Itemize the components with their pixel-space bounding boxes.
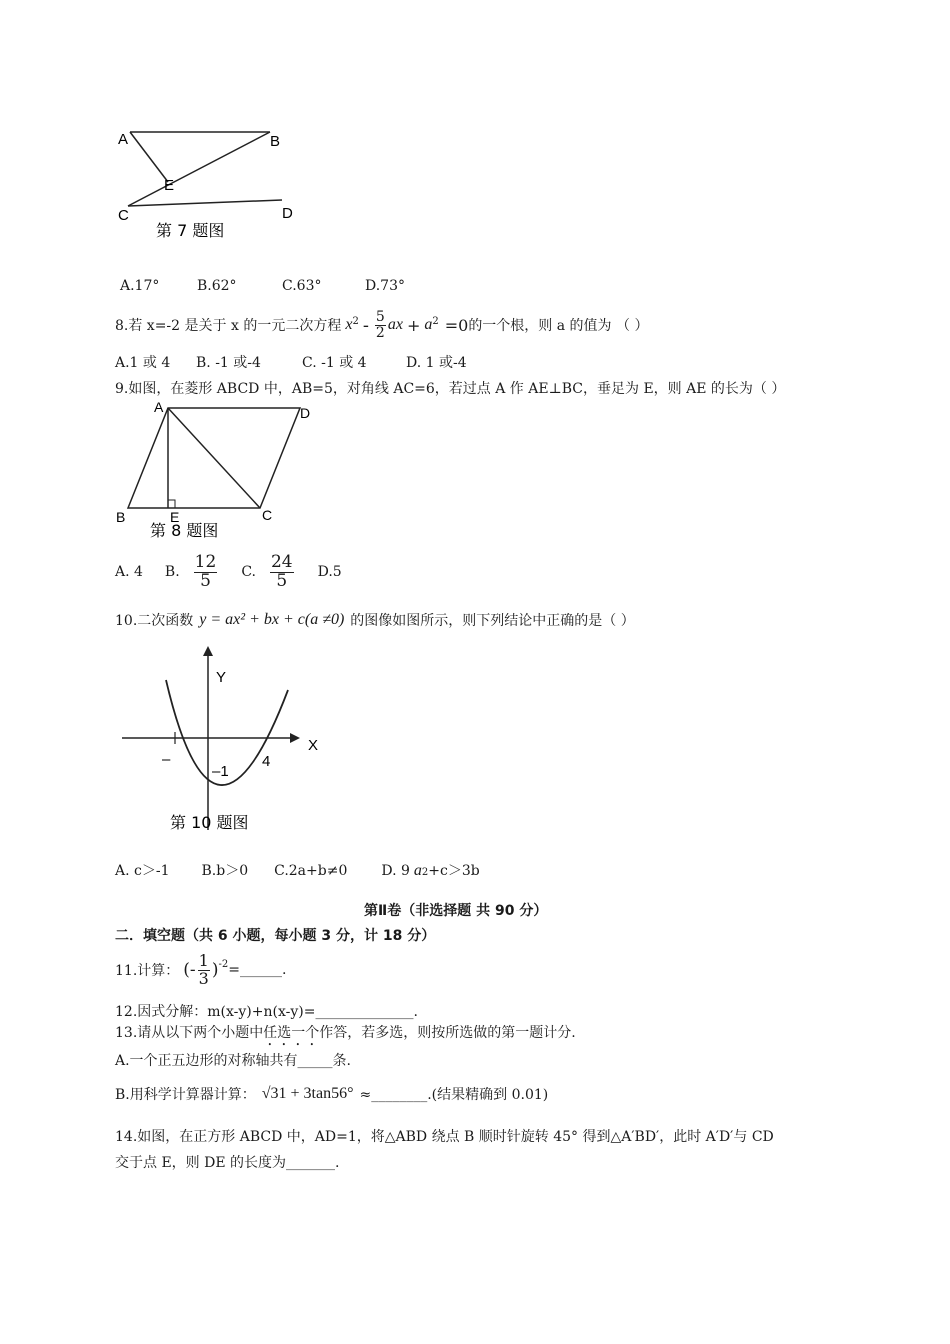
fig7-label-d: D bbox=[282, 205, 293, 222]
q9-option-b: B. bbox=[164, 564, 180, 580]
q10-option-b: B.b＞0 bbox=[201, 863, 249, 879]
q11-close: ) bbox=[211, 960, 219, 980]
q10-option-d-rest: +c＞3b bbox=[428, 863, 480, 879]
question-14-line-2: 交于点 E，则 DE 的长度为_______. bbox=[115, 1155, 340, 1171]
q13-text-pre: 13.请从以下两个小题中 bbox=[115, 1025, 264, 1041]
figure-10-diagram bbox=[118, 640, 338, 840]
q8-option-a: A.1 或 4 bbox=[115, 355, 171, 371]
q7-option-a: A.17° bbox=[120, 278, 160, 294]
q10-formula: y = ax² + bx + c(a ≠0) bbox=[199, 611, 345, 628]
fig10-label-minus1: –1 bbox=[212, 763, 229, 780]
fig10-label-y: Y bbox=[216, 669, 227, 686]
q9-option-a: A. 4 bbox=[115, 564, 143, 580]
q7-option-b: B.62° bbox=[197, 278, 237, 294]
q9-option-d: D.5 bbox=[317, 564, 342, 580]
q8-square: 2 bbox=[352, 315, 359, 327]
question-13-b bbox=[115, 1084, 548, 1104]
q10-prefix: 10.二次函数 bbox=[115, 613, 194, 629]
question-13 bbox=[115, 1022, 576, 1049]
fig8-label-b: B bbox=[116, 509, 126, 525]
question-14-line-1: 14.如图，在正方形 ABCD 中，AD=1，将△ABD 绕点 B 顺时针旋转 45° 得到△A′BD′，此时 A′D′与 CD bbox=[115, 1129, 774, 1145]
q13-text-emphasis: 任选一个 bbox=[263, 1025, 320, 1041]
question-13-a: A.一个正五边形的对称轴共有_____条. bbox=[115, 1053, 352, 1069]
q8-fraction: $\frac{5}{2}$ bbox=[375, 308, 385, 341]
q9-option-c-fraction: $\frac{24}{5}$ bbox=[270, 551, 293, 591]
section-2-heading: 二．填空题（共 6 小题，每小题 3 分，计 18 分） bbox=[115, 928, 436, 944]
q13-b-prefix: B.用科学计算器计算： bbox=[115, 1087, 256, 1103]
q10-suffix: 的图像如图所示，则下列结论中正确的是（ ） bbox=[350, 613, 635, 629]
fig7-label-c: C bbox=[118, 207, 129, 224]
question-12: 12.因式分解：m(x-y)+n(x-y)=______________. bbox=[115, 1004, 418, 1020]
q10-option-a: A. c＞-1 bbox=[115, 863, 170, 879]
q8-option-d: D. 1 或-4 bbox=[406, 355, 467, 371]
q10-options bbox=[115, 860, 480, 880]
q8-minus: - bbox=[362, 314, 369, 336]
q8-option-b: B. -1 或-4 bbox=[196, 355, 261, 371]
q7-option-c: C.63° bbox=[282, 278, 322, 294]
fig8-label-a: A bbox=[154, 399, 164, 415]
q11-fraction: $\frac{1}{3}$ bbox=[198, 950, 209, 988]
figure-7-diagram bbox=[110, 120, 310, 250]
q10-option-c: C.2a+b≠0 bbox=[274, 863, 348, 879]
q8-option-c: C. -1 或 4 bbox=[302, 355, 367, 371]
q11-exponent: -2 bbox=[218, 958, 229, 970]
question-9: 9.如图，在菱形 ABCD 中，AB=5，对角线 AC=6，若过点 A 作 AE⊥BC，垂足为 E，则 AE 的长为（ ） bbox=[115, 381, 786, 397]
q8-x: x bbox=[345, 316, 353, 333]
q8-plus: + bbox=[406, 315, 421, 335]
q13-b-suffix: ≈________.(结果精确到 0.01) bbox=[359, 1087, 549, 1103]
question-11 bbox=[115, 950, 286, 990]
q11-suffix: =______. bbox=[228, 962, 287, 978]
part-2-title: 第Ⅱ卷（非选择题 共 90 分） bbox=[364, 903, 548, 919]
fig7-caption: 第 7 题图 bbox=[156, 221, 225, 240]
figure-7 bbox=[110, 120, 310, 250]
fig8-label-c: C bbox=[262, 507, 273, 523]
question-10 bbox=[115, 610, 635, 630]
fig10-caption: 第 10 题图 bbox=[170, 813, 249, 832]
figure-10 bbox=[118, 640, 338, 840]
q8-suffix: 的一个根，则 a 的值为 （ ） bbox=[468, 318, 649, 334]
fig10-label-x: X bbox=[308, 737, 319, 754]
fig10-label-4: 4 bbox=[262, 753, 271, 770]
fig8-label-d: D bbox=[300, 405, 311, 421]
q10-option-d: D. 9 bbox=[381, 863, 410, 879]
q9-options bbox=[115, 548, 342, 596]
fig7-label-b: B bbox=[270, 133, 281, 150]
question-8 bbox=[115, 305, 648, 345]
q8-a: a bbox=[424, 316, 433, 333]
q9-option-b-fraction: $\frac{12}{5}$ bbox=[194, 551, 217, 591]
q11-open: (- bbox=[183, 960, 196, 980]
fig8-caption: 第 8 题图 bbox=[150, 521, 219, 540]
q8-ax: ax bbox=[387, 316, 403, 333]
q7-option-d: D.73° bbox=[365, 278, 405, 294]
figure-8 bbox=[110, 398, 330, 543]
q8-prefix: 8.若 x=-2 是关于 x 的一元二次方程 bbox=[115, 318, 342, 334]
figure-8-diagram bbox=[110, 398, 330, 543]
fig8-label-e: E bbox=[170, 509, 180, 525]
fig7-label-e: E bbox=[164, 177, 175, 194]
q13-text-post: 作答，若多选，则按所选做的第一题计分. bbox=[319, 1025, 576, 1041]
q10-option-d-sq: 2 bbox=[421, 867, 429, 878]
q8-equals: =0 bbox=[444, 315, 469, 335]
q10-option-d-a: a bbox=[413, 862, 422, 879]
q8-a-square: 2 bbox=[432, 315, 439, 327]
q11-prefix: 11.计算： bbox=[115, 963, 180, 979]
fig10-label-neg: – bbox=[162, 751, 171, 768]
fig7-label-a: A bbox=[118, 131, 129, 148]
q9-option-c: C. bbox=[241, 564, 256, 580]
q13-b-expression: √31 + 3tan56° bbox=[261, 1085, 354, 1102]
